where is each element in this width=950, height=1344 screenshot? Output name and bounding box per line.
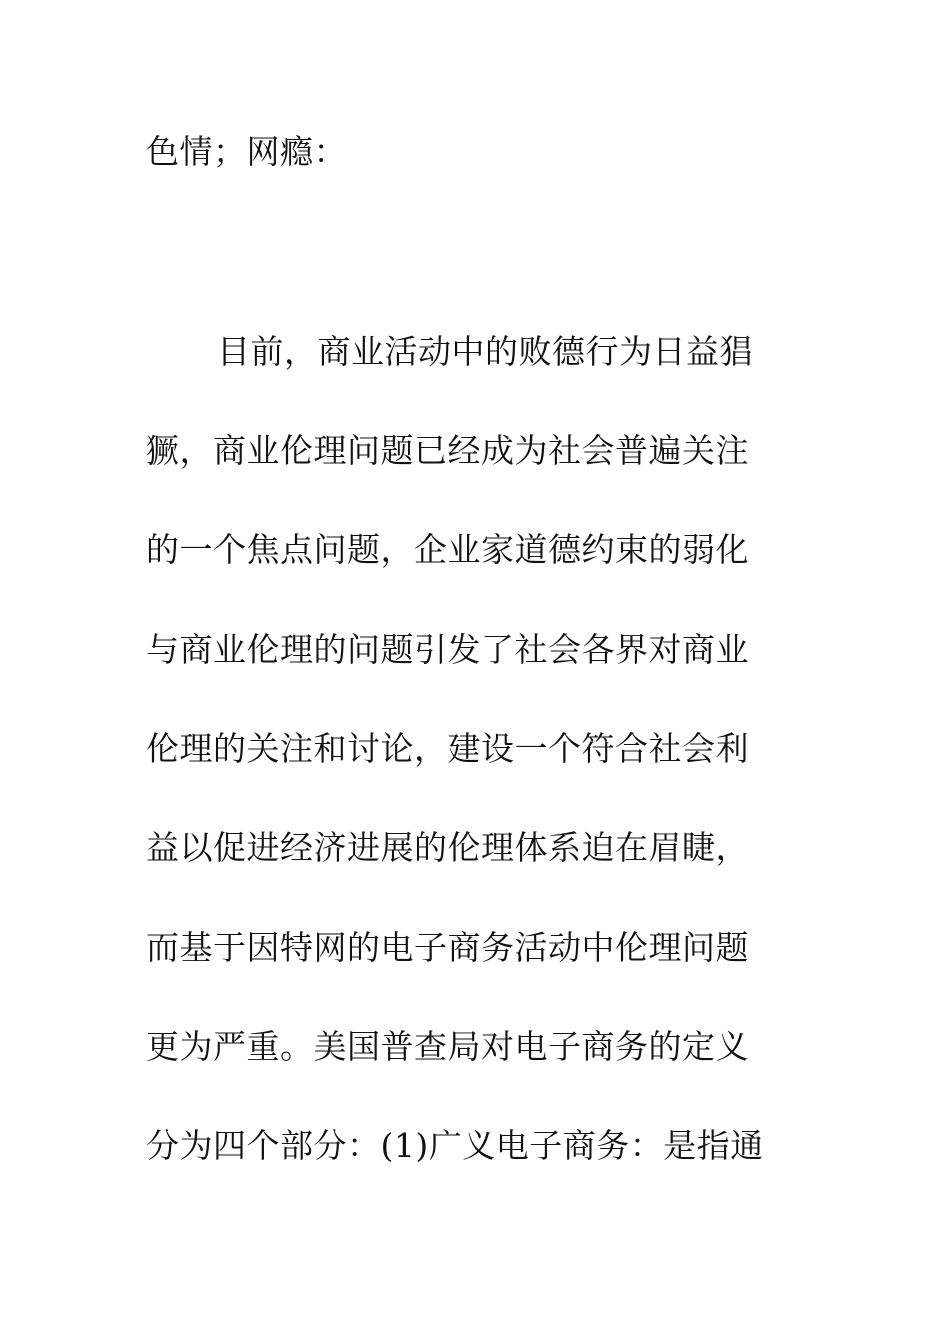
paragraph-line-8: 更为严重。美国普查局对电子商务的定义 bbox=[146, 1027, 749, 1066]
paragraph-line-2: 獗，商业伦理问题已经成为社会普遍关注 bbox=[146, 431, 749, 470]
paragraph-line-9: 分为四个部分：(1)广义电子商务：是指通 bbox=[146, 1126, 764, 1165]
paragraph-line-6: 益以促进经济进展的伦理体系迫在眉睫， bbox=[146, 828, 749, 867]
paragraph-line-3: 的一个焦点问题，企业家道德约束的弱化 bbox=[146, 530, 749, 569]
paragraph-line-4: 与商业伦理的问题引发了社会各界对商业 bbox=[146, 630, 749, 669]
paragraph-line-1: 目前，商业活动中的败德行为日益猖 bbox=[217, 332, 753, 371]
paragraph-line-5: 伦理的关注和讨论，建设一个符合社会利 bbox=[146, 729, 749, 768]
paragraph-line-7: 而基于因特网的电子商务活动中伦理问题 bbox=[146, 928, 749, 967]
heading-line: 色情；网瘾： bbox=[146, 132, 347, 171]
